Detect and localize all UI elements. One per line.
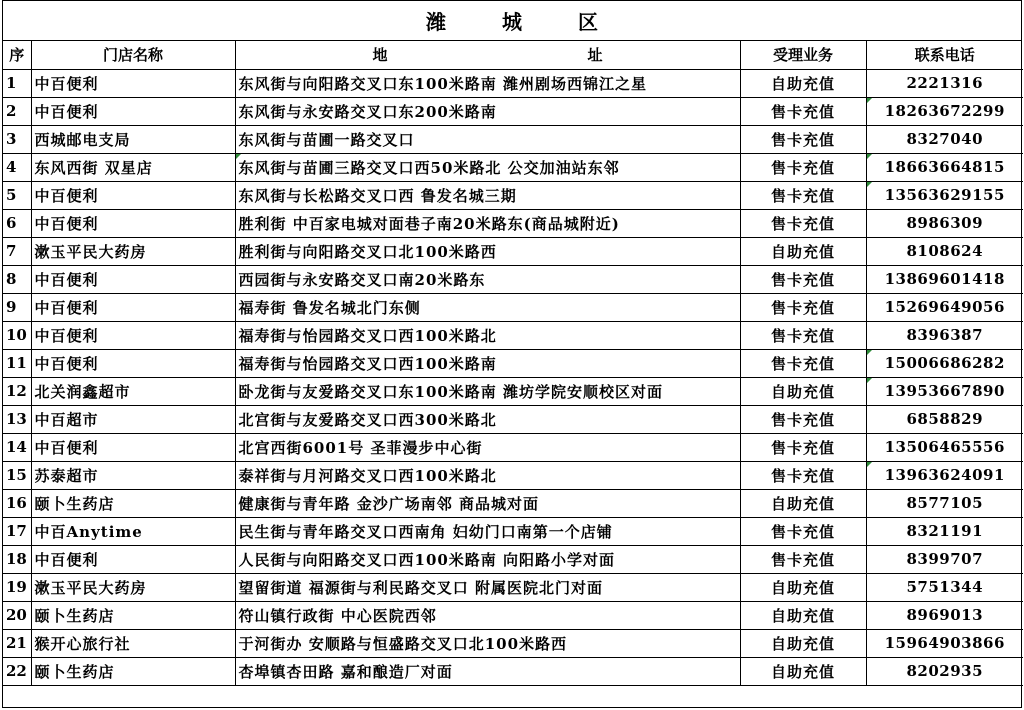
row-business: 售卡充值 — [740, 153, 866, 181]
row-business: 自助充值 — [740, 237, 866, 265]
row-seq: 8 — [3, 265, 31, 293]
row-seq: 9 — [3, 293, 31, 321]
row-phone: 13953667890 — [866, 377, 1023, 405]
district-title: 潍 城 区 — [3, 1, 1021, 41]
row-seq: 21 — [3, 629, 31, 657]
row-store-name: 中百便利 — [31, 349, 235, 377]
table-row — [3, 461, 1023, 489]
row-business: 自助充值 — [740, 573, 866, 601]
row-store-name: 中百便利 — [31, 97, 235, 125]
row-phone: 2221316 — [866, 69, 1023, 97]
table-row — [3, 489, 1023, 517]
row-store-name: 中百便利 — [31, 293, 235, 321]
row-store-name: 中百超市 — [31, 405, 235, 433]
row-phone: 18663664815 — [866, 153, 1023, 181]
row-seq: 5 — [3, 181, 31, 209]
header-address-right: 址 — [587, 46, 603, 65]
row-business: 售卡充值 — [740, 545, 866, 573]
row-business: 售卡充值 — [740, 461, 866, 489]
row-address: 民生街与青年路交叉口西南角 妇幼门口南第一个店铺 — [235, 517, 740, 545]
row-seq: 12 — [3, 377, 31, 405]
row-phone: 8202935 — [866, 657, 1023, 685]
row-phone: 8399707 — [866, 545, 1023, 573]
row-address: 于河街办 安顺路与恒盛路交叉口北100米路西 — [235, 629, 740, 657]
row-phone: 8577105 — [866, 489, 1023, 517]
table-row — [3, 125, 1023, 153]
row-phone: 13506465556 — [866, 433, 1023, 461]
row-address: 北宫街与友爱路交叉口西300米路北 — [235, 405, 740, 433]
row-seq: 1 — [3, 69, 31, 97]
table-row — [3, 545, 1023, 573]
spreadsheet — [2, 0, 1022, 708]
header-phone: 联系电话 — [866, 41, 1023, 69]
row-phone: 15006686282 — [866, 349, 1023, 377]
row-address: 西园街与永安路交叉口南20米路东 — [235, 265, 740, 293]
table-row — [3, 265, 1023, 293]
row-phone: 15964903866 — [866, 629, 1023, 657]
row-phone: 8327040 — [866, 125, 1023, 153]
row-store-name: 北关润鑫超市 — [31, 377, 235, 405]
row-seq: 10 — [3, 321, 31, 349]
table-row — [3, 293, 1023, 321]
row-address: 符山镇行政街 中心医院西邻 — [235, 601, 740, 629]
row-address: 福寿街与怡园路交叉口西100米路南 — [235, 349, 740, 377]
header-store-name: 门店名称 — [31, 41, 235, 69]
header-address-left: 地 — [372, 46, 388, 65]
row-store-name: 中百便利 — [31, 321, 235, 349]
row-store-name: 中百便利 — [31, 265, 235, 293]
table-row — [3, 601, 1023, 629]
row-seq: 11 — [3, 349, 31, 377]
table-row — [3, 377, 1023, 405]
table-row — [3, 349, 1023, 377]
row-store-name: 中百便利 — [31, 69, 235, 97]
row-business: 自助充值 — [740, 657, 866, 685]
table-row — [3, 657, 1023, 685]
row-seq: 15 — [3, 461, 31, 489]
row-phone: 13869601418 — [866, 265, 1023, 293]
row-phone: 18263672299 — [866, 97, 1023, 125]
table-row — [3, 181, 1023, 209]
header-seq: 序 — [3, 41, 31, 69]
row-business: 售卡充值 — [740, 433, 866, 461]
row-business: 自助充值 — [740, 601, 866, 629]
row-seq: 18 — [3, 545, 31, 573]
row-store-name: 苏泰超市 — [31, 461, 235, 489]
table-row — [3, 517, 1023, 545]
row-business: 售卡充值 — [740, 405, 866, 433]
table-row — [3, 405, 1023, 433]
row-address: 泰祥街与月河路交叉口西100米路北 — [235, 461, 740, 489]
row-seq: 20 — [3, 601, 31, 629]
row-phone: 8108624 — [866, 237, 1023, 265]
row-phone: 8986309 — [866, 209, 1023, 237]
row-address: 胜利街 中百家电城对面巷子南20米路东(商品城附近) — [235, 209, 740, 237]
row-store-name: 中百Anytime — [31, 517, 235, 545]
row-phone: 8969013 — [866, 601, 1023, 629]
row-address: 福寿街与怡园路交叉口西100米路北 — [235, 321, 740, 349]
row-phone: 8396387 — [866, 321, 1023, 349]
header-row — [3, 41, 1023, 69]
row-address: 杏埠镇杏田路 嘉和酿造厂对面 — [235, 657, 740, 685]
row-address: 东风街与向阳路交叉口东100米路南 潍州剧场西锦江之星 — [235, 69, 740, 97]
row-seq: 14 — [3, 433, 31, 461]
row-store-name: 颐卜生药店 — [31, 657, 235, 685]
table-row — [3, 237, 1023, 265]
row-store-name: 东风西街 双星店 — [31, 153, 235, 181]
row-business: 售卡充值 — [740, 97, 866, 125]
row-business: 自助充值 — [740, 629, 866, 657]
row-store-name: 颐卜生药店 — [31, 489, 235, 517]
row-address: 东风街与长松路交叉口西 鲁发名城三期 — [235, 181, 740, 209]
row-business: 售卡充值 — [740, 265, 866, 293]
row-phone: 5751344 — [866, 573, 1023, 601]
row-seq: 16 — [3, 489, 31, 517]
row-address: 人民街与向阳路交叉口西100米路南 向阳路小学对面 — [235, 545, 740, 573]
table-row — [3, 573, 1023, 601]
row-seq: 7 — [3, 237, 31, 265]
row-address: 卧龙街与友爱路交叉口东100米路南 潍坊学院安顺校区对面 — [235, 377, 740, 405]
row-phone: 15269649056 — [866, 293, 1023, 321]
row-store-name: 猴开心旅行社 — [31, 629, 235, 657]
row-address: 福寿街 鲁发名城北门东侧 — [235, 293, 740, 321]
row-seq: 19 — [3, 573, 31, 601]
row-address: 望留街道 福源街与利民路交叉口 附属医院北门对面 — [235, 573, 740, 601]
row-business: 自助充值 — [740, 69, 866, 97]
table-row — [3, 69, 1023, 97]
row-phone: 13963624091 — [866, 461, 1023, 489]
row-business: 售卡充值 — [740, 321, 866, 349]
table-row — [3, 97, 1023, 125]
row-business: 售卡充值 — [740, 293, 866, 321]
row-store-name: 中百便利 — [31, 209, 235, 237]
row-address: 东风街与永安路交叉口东200米路南 — [235, 97, 740, 125]
row-phone: 13563629155 — [866, 181, 1023, 209]
table-row — [3, 153, 1023, 181]
row-store-name: 颐卜生药店 — [31, 601, 235, 629]
row-seq: 2 — [3, 97, 31, 125]
row-store-name: 漱玉平民大药房 — [31, 573, 235, 601]
row-seq: 17 — [3, 517, 31, 545]
table-row — [3, 433, 1023, 461]
store-table — [3, 41, 1023, 686]
table-row — [3, 629, 1023, 657]
row-business: 自助充值 — [740, 377, 866, 405]
row-business: 自助充值 — [740, 489, 866, 517]
table-row — [3, 209, 1023, 237]
row-business: 售卡充值 — [740, 349, 866, 377]
row-address: 健康街与青年路 金沙广场南邻 商品城对面 — [235, 489, 740, 517]
row-address: 东风街与苗圃三路交叉口西50米路北 公交加油站东邻 — [235, 153, 740, 181]
table-body — [3, 69, 1023, 685]
row-business: 售卡充值 — [740, 209, 866, 237]
row-seq: 6 — [3, 209, 31, 237]
row-store-name: 中百便利 — [31, 545, 235, 573]
row-store-name: 西城邮电支局 — [31, 125, 235, 153]
row-store-name: 漱玉平民大药房 — [31, 237, 235, 265]
row-business: 售卡充值 — [740, 125, 866, 153]
row-address: 北宫西街6001号 圣菲漫步中心街 — [235, 433, 740, 461]
row-phone: 8321191 — [866, 517, 1023, 545]
row-seq: 22 — [3, 657, 31, 685]
row-business: 售卡充值 — [740, 517, 866, 545]
row-store-name: 中百便利 — [31, 433, 235, 461]
header-address — [235, 41, 740, 69]
row-seq: 4 — [3, 153, 31, 181]
header-business: 受理业务 — [740, 41, 866, 69]
row-address: 胜利街与向阳路交叉口北100米路西 — [235, 237, 740, 265]
row-phone: 6858829 — [866, 405, 1023, 433]
table-row — [3, 321, 1023, 349]
row-store-name: 中百便利 — [31, 181, 235, 209]
row-seq: 3 — [3, 125, 31, 153]
row-address: 东风街与苗圃一路交叉口 — [235, 125, 740, 153]
row-business: 售卡充值 — [740, 181, 866, 209]
row-seq: 13 — [3, 405, 31, 433]
